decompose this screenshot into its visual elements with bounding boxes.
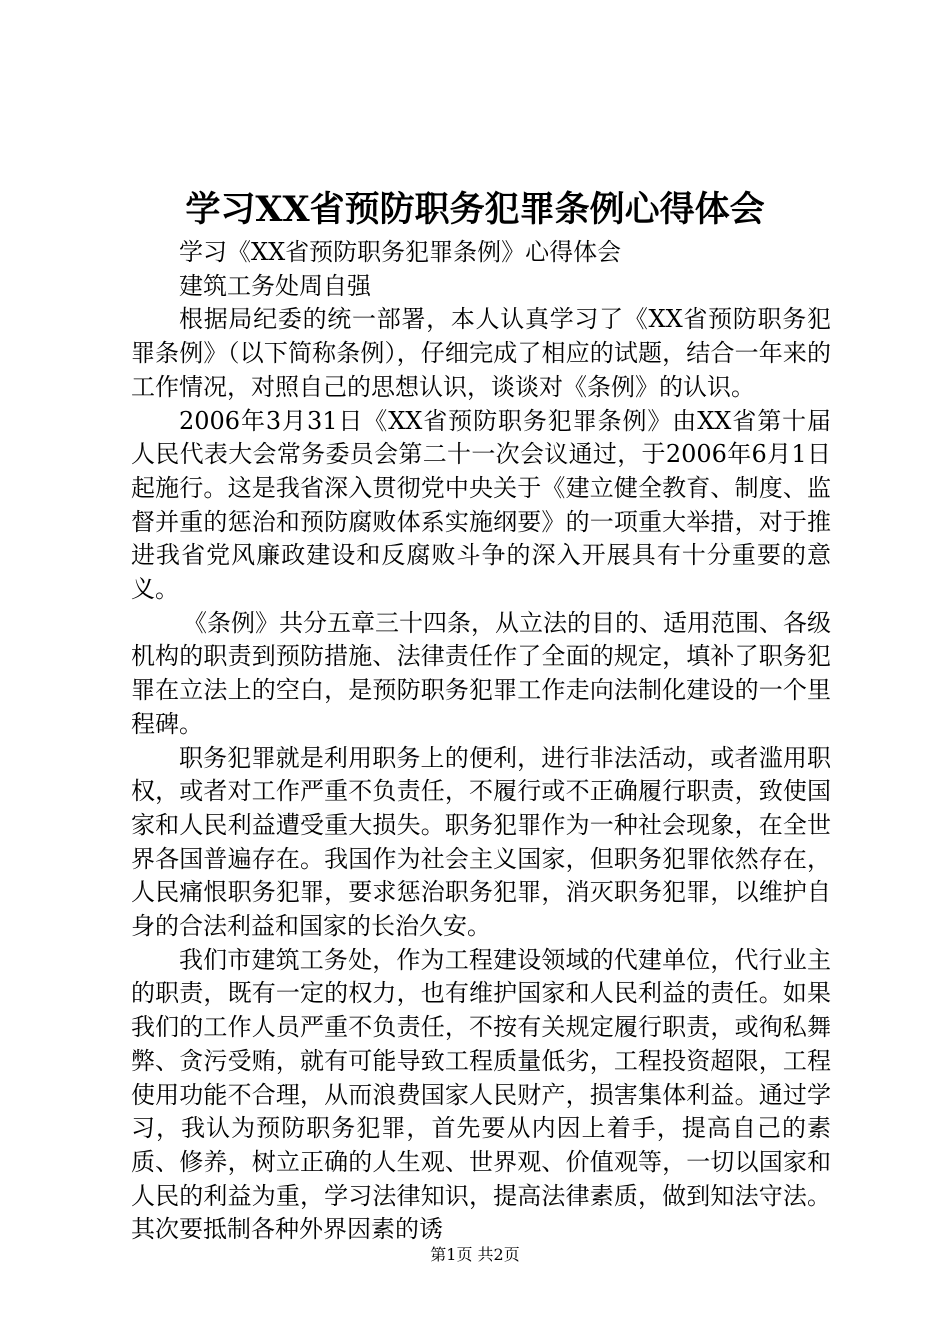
subtitle-paragraph: 学习《XX省预防职务犯罪条例》心得体会 <box>179 238 622 266</box>
body-paragraph: 职务犯罪就是利用职务上的便利，进行非法活动，或者滥用职权，或者对工作严重不负责任，不履行或不正确履行职责，致使国家和人民利益遭受重大损失。职务犯罪作为一种社会现象，在全世界各国普遍存在。我国作为社会主义国家，但职务犯罪依然存在，人民痛恨职务犯罪，要求惩治职务犯罪，消灭职务犯罪，以维护自身的合法利益和国家的长治久安。 <box>131 743 831 941</box>
body-paragraph: 《条例》共分五章三十四条，从立法的目的、适用范围、各级机构的职责到预防措施、法律责任作了全面的规定，填补了职务犯罪在立法上的空白，是预防职务犯罪工作走向法制化建设的一个里程碑。 <box>131 608 831 738</box>
document-body <box>131 236 831 1247</box>
body-paragraph: 我们市建筑工务处，作为工程建设领域的代建单位，代行业主的职责，既有一定的权力，也有维护国家和人民利益的责任。如果我们的工作人员严重不负责任，不按有关规定履行职责，或徇私舞弊、贪污受贿，就有可能导致工程质量低劣，工程投资超限，工程使用功能不合理，从而浪费国家人民财产，损害集体利益。通过学习，我认为预防职务犯罪，首先要从内因上着手，提高自己的素质、修养，树立正确的人生观、世界观、价值观等，一切以国家和人民的利益为重，学习法律知识，提高法律素质，做到知法守法。其次要抵制各种外界因素的诱 <box>131 945 831 1244</box>
author-paragraph: 建筑工务处周自强 <box>179 271 371 300</box>
document-title: 学习XX省预防职务犯罪条例心得体会 <box>185 189 765 230</box>
body-paragraph: 根据局纪委的统一部署，本人认真学习了《XX省预防职务犯罪条例》（以下简称条例），仔细完成了相应的试题，结合一年来的工作情况，对照自己的思想认识，谈谈对《条例》的认识。 <box>131 305 831 401</box>
page-footer: 第1页 共2页 <box>430 1245 520 1264</box>
body-paragraph: 2006年3月31日《XX省预防职务犯罪条例》由XX省第十届人民代表大会常务委员会第二十一次会议通过，于2006年6月1日起施行。这是我省深入贯彻党中央关于《建立健全教育、制度、监督并重的惩治和预防腐败体系实施纲要》的一项重大举措，对于推进我省党风廉政建设和反腐败斗争的深入开展具有十分重要的意义。 <box>131 406 831 604</box>
